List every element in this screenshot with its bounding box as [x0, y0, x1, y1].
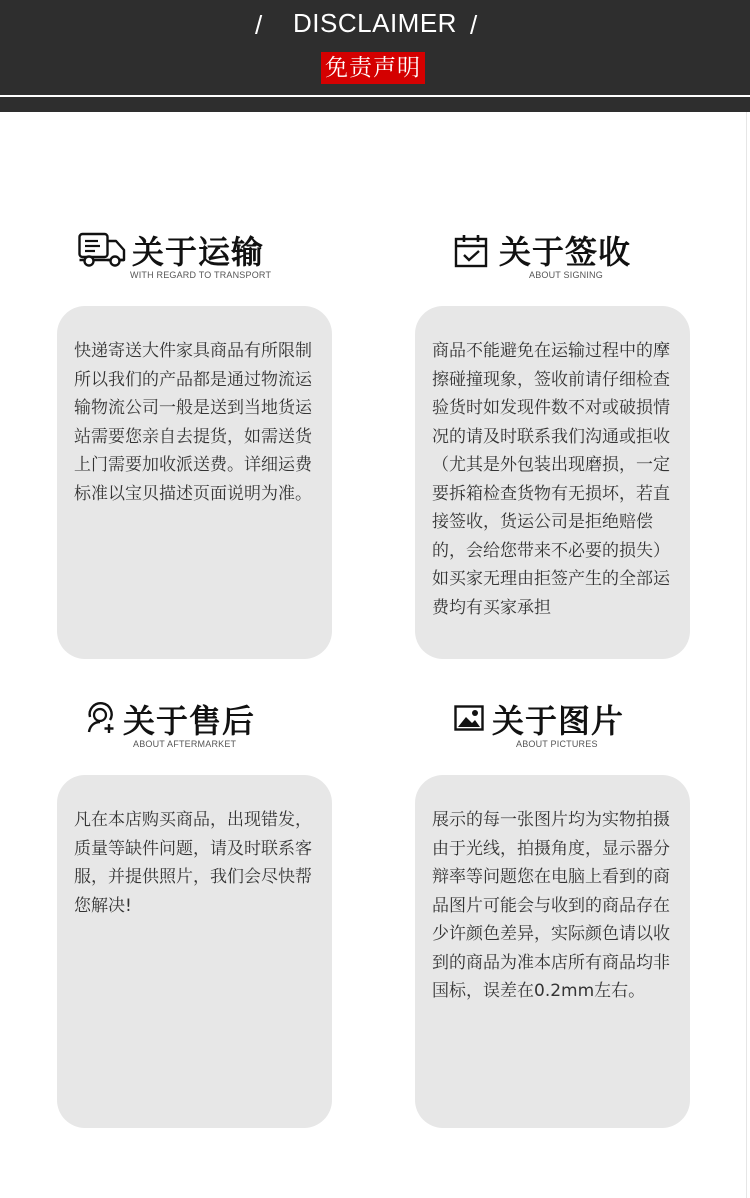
header-badge: 免责声明	[321, 52, 425, 84]
info-card-pictures	[415, 775, 690, 1128]
header-divider	[0, 95, 750, 97]
info-card-aftermarket	[57, 775, 332, 1128]
section-title: 关于签收	[499, 233, 632, 271]
header-title: DISCLAIMER	[293, 8, 457, 38]
section-subtitle: ABOUT AFTERMARKET	[133, 739, 237, 749]
card-text: 快递寄送大件家具商品有所限制所以我们的产品都是通过物流运输物流公司一般是送到当地货运站需要您亲自去提货，如需送货上门需要加收派送费。详细运费标准以宝贝描述页面说明为准。	[74, 341, 312, 504]
card-text: 展示的每一张图片均为实物拍摄由于光线，拍摄角度，显示器分辩率等问题您在电脑上看到的商品图片可能会与收到的商品存在少许颜色差异，实际颜色请以收到的商品为准本店所有商品均非国标，误差在0.2mm左右。	[432, 810, 670, 1001]
section-subtitle: ABOUT SIGNING	[529, 270, 603, 280]
customer-service-icon	[86, 700, 118, 738]
page-edge-line	[746, 112, 747, 1198]
card-text: 商品不能避免在运输过程中的摩擦碰撞现象，签收前请仔细检查验货时如发现件数不对或破损情况的请及时联系我们沟通或拒收（尤其是外包装出现磨损，一定要拆箱检查货物有无损坏，若直接签收，货运公司是拒绝赔偿的，会给您带来不必要的损失）如买家无理由拒签产生的全部运费均有买家承担	[432, 341, 670, 618]
section-title: 关于售后	[123, 702, 256, 740]
section-title: 关于图片	[492, 702, 625, 740]
info-card-signing	[415, 306, 690, 659]
header-slash-right: /	[470, 10, 478, 40]
disclaimer-header	[0, 0, 750, 112]
calendar-check-icon	[454, 233, 490, 273]
section-subtitle: WITH REGARD TO TRANSPORT	[130, 270, 272, 280]
section-subtitle: ABOUT PICTURES	[516, 739, 598, 749]
section-title: 关于运输	[132, 233, 265, 271]
header-slash-left: /	[255, 10, 263, 40]
card-text: 凡在本店购买商品，出现错发，质量等缺件问题，请及时联系客服，并提供照片，我们会尽快帮您解决!	[74, 810, 312, 916]
image-picture-icon	[454, 705, 484, 735]
info-card-transport	[57, 306, 332, 659]
delivery-truck-icon	[78, 232, 126, 272]
